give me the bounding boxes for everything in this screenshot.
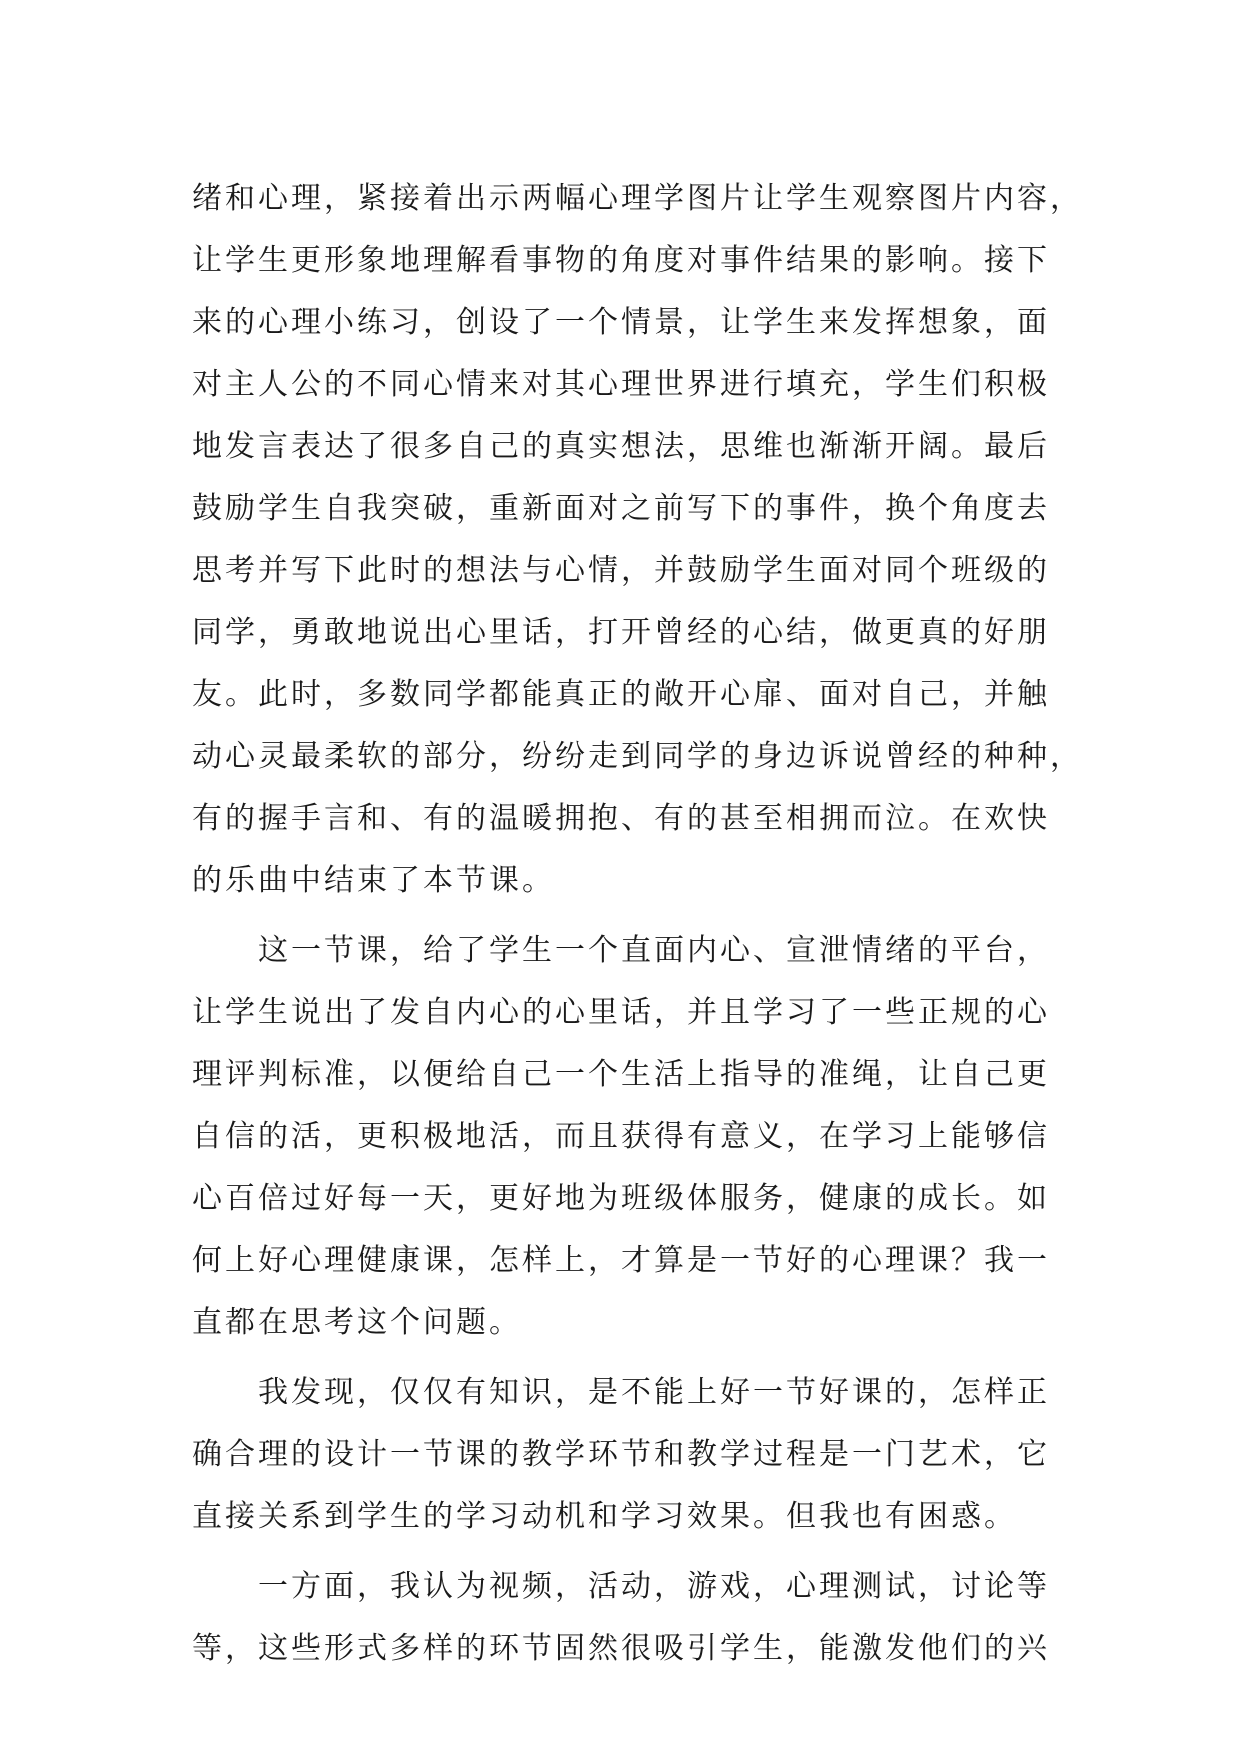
text-line: 理评判标准，以便给自己一个生活上指导的准绳，让自己更 <box>192 1057 1050 1092</box>
text-line: 等，这些形式多样的环节固然很吸引学生，能激发他们的兴 <box>192 1631 1050 1666</box>
text-line: 心百倍过好每一天，更好地为班级体服务，健康的成长。如 <box>192 1181 1050 1216</box>
paragraph <box>192 168 1092 912</box>
text-line: 我发现，仅仅有知识，是不能上好一节好课的，怎样正 <box>258 1375 1050 1410</box>
text-line: 自信的活，更积极地活，而且获得有意义，在学习上能够信 <box>192 1119 1050 1154</box>
text-line: 对主人公的不同心情来对其心理世界进行填充，学生们积极 <box>192 367 1050 402</box>
text-line: 鼓励学生自我突破，重新面对之前写下的事件，换个角度去 <box>192 491 1050 526</box>
text-line: 何上好心理健康课，怎样上，才算是一节好的心理课？我一 <box>192 1243 1050 1278</box>
paragraph <box>192 1556 1092 1680</box>
text-line: 的乐曲中结束了本节课。 <box>192 863 555 898</box>
text-line: 确合理的设计一节课的教学环节和教学过程是一门艺术，它 <box>192 1437 1050 1472</box>
text-line: 有的握手言和、有的温暖拥抱、有的甚至相拥而泣。在欢快 <box>192 801 1050 836</box>
text-line: 直都在思考这个问题。 <box>192 1305 522 1340</box>
text-line: 一方面，我认为视频，活动，游戏，心理测试，讨论等 <box>258 1569 1050 1604</box>
text-line: 同学，勇敢地说出心里话，打开曾经的心结，做更真的好朋 <box>192 615 1050 650</box>
text-line: 友。此时，多数同学都能真正的敞开心扉、面对自己，并触 <box>192 677 1050 712</box>
text-line: 来的心理小练习，创设了一个情景，让学生来发挥想象，面 <box>192 305 1050 340</box>
text-line: 让学生说出了发自内心的心里话，并且学习了一些正规的心 <box>192 995 1050 1030</box>
text-line: 这一节课，给了学生一个直面内心、宣泄情绪的平台， <box>258 933 1050 968</box>
text-line: 地发言表达了很多自己的真实想法，思维也渐渐开阔。最后 <box>192 429 1050 464</box>
text-line: 思考并写下此时的想法与心情，并鼓励学生面对同个班级的 <box>192 553 1050 588</box>
text-line: 直接关系到学生的学习动机和学习效果。但我也有困惑。 <box>192 1499 1017 1534</box>
paragraph <box>192 920 1092 1354</box>
text-line: 动心灵最柔软的部分，纷纷走到同学的身边诉说曾经的种种， <box>192 739 1083 774</box>
paragraph <box>192 1362 1092 1548</box>
text-line: 让学生更形象地理解看事物的角度对事件结果的影响。接下 <box>192 243 1050 278</box>
text-line: 绪和心理，紧接着出示两幅心理学图片让学生观察图片内容， <box>192 181 1083 216</box>
document-body <box>192 168 1092 1680</box>
